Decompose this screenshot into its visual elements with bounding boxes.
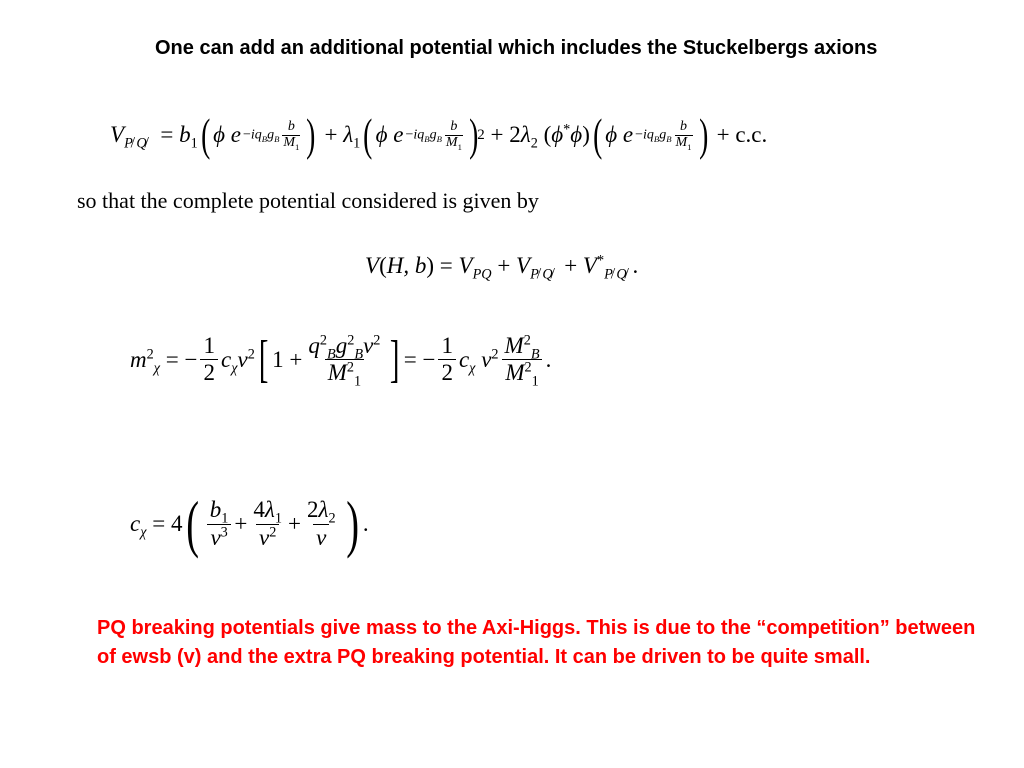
intro-text: One can add an additional potential which includes the Stuckelbergs axions <box>155 37 878 59</box>
equation-axi-higgs-mass: $m^2_\chi$ = − $\frac{1}{2}$ $c_\chi v^2$ [ 1 + $\frac{q^2_Bg^2_Bv^2}{M^2_1}$ ] = − $\frac{1}{2}$ $c_\chi$ $v^2$ $\frac{M^2_B}{M^2_1}$ . <box>130 331 552 390</box>
equation-complete-potential: V(H, $b) = V_{PQ} + V_{P̸ Q̸} + V^*_{P̸ Q̸}$ . <box>365 252 639 283</box>
connector-text: so that the complete potential considered is given by <box>77 188 539 213</box>
equation-c-chi: $c_\chi = 4$ ( $\frac{b_1}{v^3}$ + $\frac{4\lambda_1}{v^2}$ + $\frac{2\lambda_2}{v}$ ) . <box>130 488 369 559</box>
equation-stuckelberg-potential: $V_{P̸ Q̸}$ = $b_1$ ( ϕ e $-iq_Bg_B$ $\frac{b}{M_1}$ ) + $\lambda_1$ ( ϕ e $-iq_Bg_B$ $\frac{b}{M_1}$ ) 2 + $2\lambda_2$ (ϕ*ϕ) ( ϕ e $-iq_Bg_B$ $\frac{b}{M_1}$ ) + c.c. <box>110 109 768 160</box>
conclusion-text: PQ breaking potentials give mass to the Axi-Higgs. This is due to the “competition” between of ewsb (v) and the extra PQ breaking potential. It can be driven to be quite small. <box>97 617 976 668</box>
